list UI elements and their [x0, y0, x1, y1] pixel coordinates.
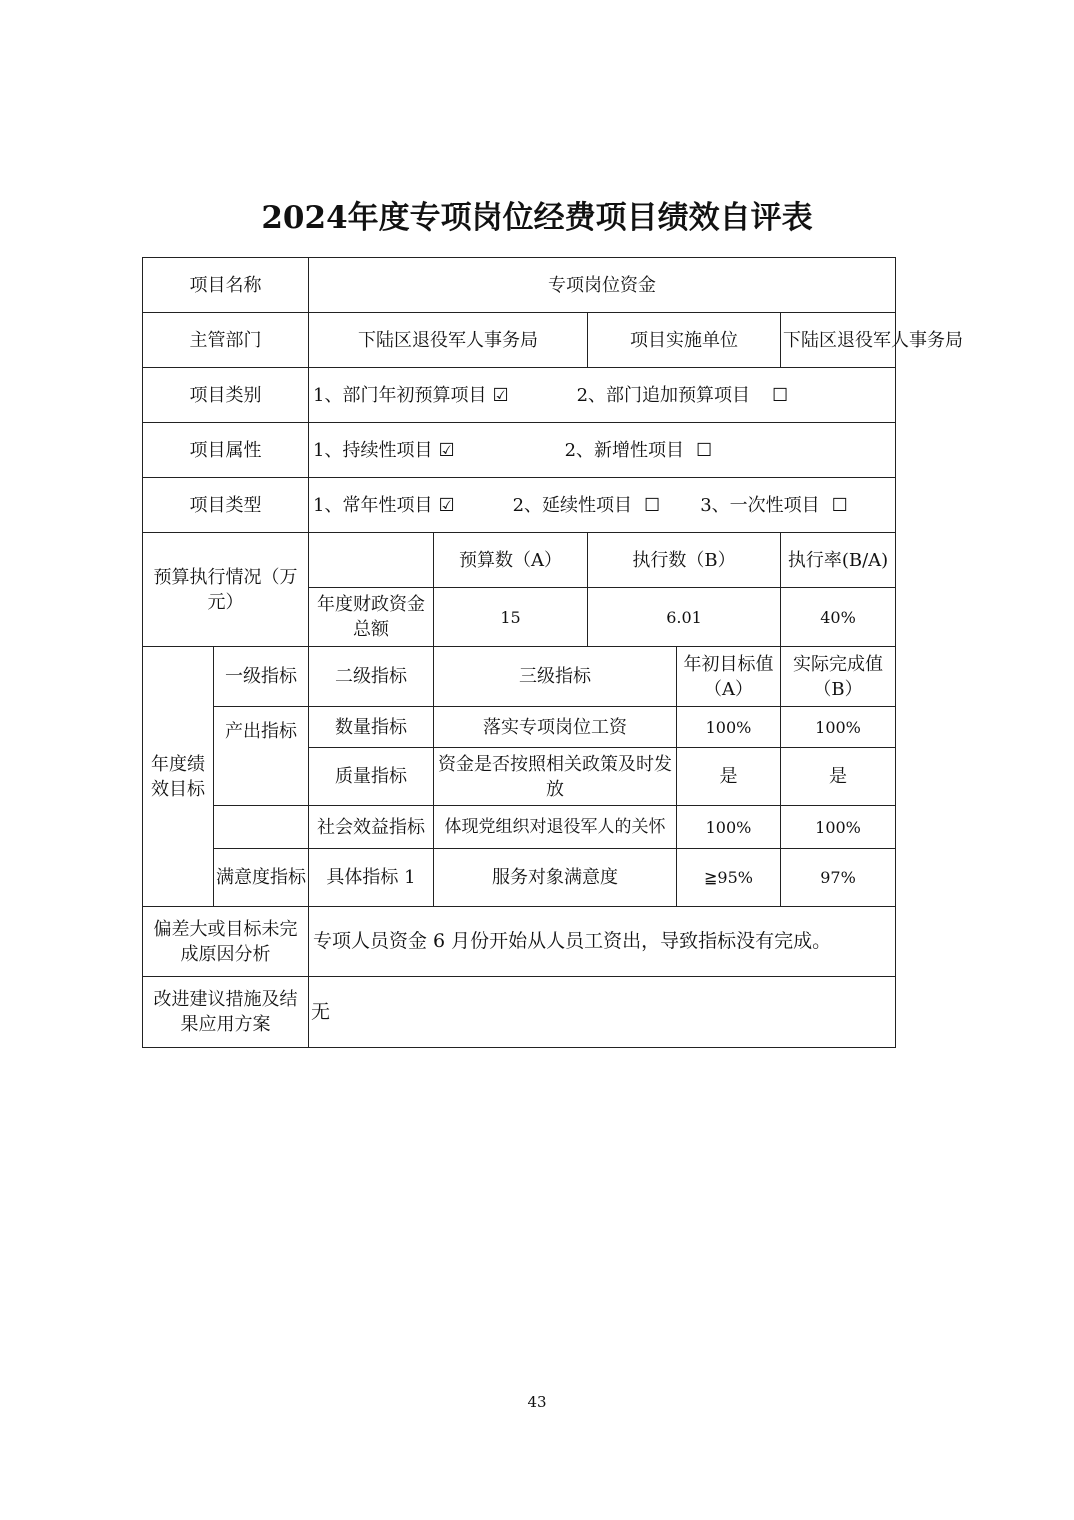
perf-header-actual: 实际完成值（B） — [781, 647, 896, 707]
improve-label: 改进建议措施及结果应用方案 — [143, 977, 309, 1048]
budget-row-label: 年度财政资金总额 — [309, 588, 434, 647]
lvl2-cell: 质量指标 — [309, 748, 434, 806]
table-row — [143, 647, 896, 707]
category-option-1: 1、部门年初预算项目 — [313, 384, 487, 406]
impl-unit-label: 项目实施单位 — [588, 313, 781, 368]
checked-box-icon[interactable]: ☑ — [492, 384, 509, 406]
table-row — [143, 849, 896, 907]
lvl2-cell: 社会效益指标 — [309, 806, 434, 849]
table-row — [143, 258, 896, 313]
attribute-options — [309, 423, 896, 478]
target-cell: 100% — [677, 707, 781, 748]
type-options — [309, 478, 896, 533]
actual-cell: 100% — [781, 806, 896, 849]
table-row — [143, 907, 896, 977]
actual-cell: 100% — [781, 707, 896, 748]
attribute-option-2: 2、新增性项目 — [564, 439, 685, 461]
dept-label: 主管部门 — [143, 313, 309, 368]
type-label: 项目类型 — [143, 478, 309, 533]
table-row — [143, 806, 896, 849]
table-row — [143, 977, 896, 1048]
lvl3-cell: 服务对象满意度 — [434, 849, 677, 907]
attribute-option-1: 1、持续性项目 — [313, 439, 433, 461]
lvl2-cell: 数量指标 — [309, 707, 434, 748]
impl-unit-value: 下陆区退役军人事务局 — [781, 313, 896, 368]
table-row — [143, 423, 896, 478]
target-cell: 100% — [677, 806, 781, 849]
budget-col-a: 预算数（A） — [434, 533, 588, 588]
project-name-value: 专项岗位资金 — [309, 258, 896, 313]
unchecked-box-icon[interactable]: ☐ — [772, 384, 789, 406]
project-name-label: 项目名称 — [143, 258, 309, 313]
page-title: 2024年度专项岗位经费项目绩效自评表 — [261, 200, 813, 236]
target-cell: 是 — [677, 748, 781, 806]
page-number: 43 — [527, 1393, 547, 1411]
unchecked-box-icon[interactable]: ☐ — [831, 494, 848, 516]
satisfaction-indicator-label: 满意度指标 — [214, 849, 309, 907]
improve-value: 无 — [309, 977, 896, 1048]
actual-cell: 97% — [781, 849, 896, 907]
perf-label: 年度绩效目标 — [143, 647, 214, 907]
target-cell: ≧95% — [677, 849, 781, 907]
checked-box-icon[interactable]: ☑ — [438, 439, 455, 461]
lvl3-cell: 资金是否按照相关政策及时发放 — [434, 748, 677, 806]
budget-a-value: 15 — [434, 588, 588, 647]
table-row — [143, 707, 896, 748]
actual-cell: 是 — [781, 748, 896, 806]
evaluation-table — [142, 257, 963, 1048]
type-option-1: 1、常年性项目 — [313, 494, 433, 516]
budget-col-rate: 执行率(B/A) — [781, 533, 896, 588]
category-label: 项目类别 — [143, 368, 309, 423]
perf-header-target: 年初目标值（A） — [677, 647, 781, 707]
category-options — [309, 368, 896, 423]
dept-value: 下陆区退役军人事务局 — [309, 313, 588, 368]
budget-col-b: 执行数（B） — [588, 533, 781, 588]
perf-header-lvl3: 三级指标 — [434, 647, 677, 707]
budget-rate-value: 40% — [781, 588, 896, 647]
checked-box-icon[interactable]: ☑ — [438, 494, 455, 516]
table-row — [143, 313, 896, 368]
perf-header-lvl2: 二级指标 — [309, 647, 434, 707]
type-option-2: 2、延续性项目 — [512, 494, 633, 516]
category-option-2: 2、部门追加预算项目 — [576, 384, 751, 406]
deviation-value: 专项人员资金 6 月份开始从人员工资出，导致指标没有完成。 — [309, 907, 896, 977]
lvl3-cell: 落实专项岗位工资 — [434, 707, 677, 748]
attribute-label: 项目属性 — [143, 423, 309, 478]
unchecked-box-icon[interactable]: ☐ — [696, 439, 713, 461]
table-row — [143, 368, 896, 423]
table-row — [143, 478, 896, 533]
lvl2-cell: 具体指标 1 — [309, 849, 434, 907]
unchecked-box-icon[interactable]: ☐ — [644, 494, 661, 516]
type-option-3: 3、一次性项目 — [700, 494, 820, 516]
output-indicator-label: 产出指标 — [214, 707, 309, 806]
lvl3-cell: 体现党组织对退役军人的关怀 — [434, 806, 677, 849]
table-row — [143, 533, 896, 588]
budget-b-value: 6.01 — [588, 588, 781, 647]
empty-lvl1-cell — [214, 806, 309, 849]
perf-header-lvl1: 一级指标 — [214, 647, 309, 707]
budget-label: 预算执行情况（万元） — [143, 533, 309, 647]
deviation-label: 偏差大或目标未完成原因分析 — [143, 907, 309, 977]
budget-empty-cell — [309, 533, 434, 588]
